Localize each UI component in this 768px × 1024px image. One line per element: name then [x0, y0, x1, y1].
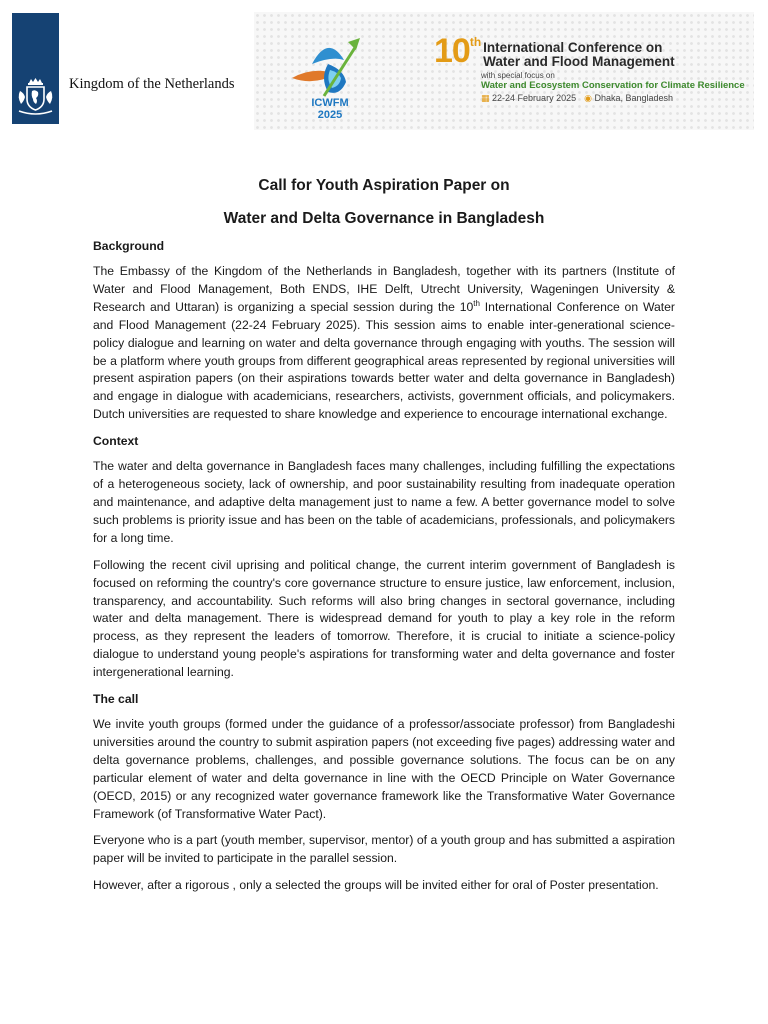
- conference-location: Dhaka, Bangladesh: [594, 93, 674, 103]
- calendar-icon: ▦: [481, 93, 490, 103]
- conference-number: 10: [434, 32, 470, 70]
- conference-focus: Water and Ecosystem Conservation for Climate Resilience: [481, 80, 745, 91]
- conference-dates: 22-24 February 2025: [492, 93, 577, 103]
- conference-info: [434, 32, 745, 104]
- conference-meta: [481, 92, 745, 104]
- document-body: [93, 176, 675, 904]
- location-pin-icon: ◉: [584, 93, 592, 103]
- background-paragraph: [93, 263, 675, 424]
- icwfm-logo-icon: [284, 26, 374, 121]
- conference-focus-label: with special focus on: [481, 71, 555, 80]
- call-paragraph-1: We invite youth groups (formed under the guidance of a professor/associate professor) from Bangladeshi universities around the country to submit aspiration papers (not exceeding five pages) addressing water and delta governance problems, challenges, and possible governance solutions. The focus can be on any particular element of water and delta governance in line with the OECD Principle on Water Governance (OECD, 2015) or any recognized water governance framework like the Transformative Water Governance Framework (of Transformative Water Pact).: [93, 717, 675, 821]
- background-text-part1: The Embassy of the Kingdom of the Netherlands in Bangladesh, together with its partners (Institute of Water and Flood Management, Both ENDS, IHE Delft, Utrecht University, Wageningen University & Research and Uttaran) is organizing a special session during the 10: [93, 264, 675, 314]
- icwfm-logo-text: ICWFM: [311, 97, 349, 109]
- context-paragraph-1: The water and delta governance in Bangladesh faces many challenges, including fulfilling the expectations of a heterogeneous society, lack of ownership, and poor sustainability resulting from inadequate operation and maintenance, and adaptive delta management just to name a few. A better governance model to solve such problems is priority issue and has been on the table of academicians, professionals, and policymakers for a long time.: [93, 459, 675, 545]
- call-heading: The call: [93, 692, 139, 707]
- document-title-line1: Call for Youth Aspiration Paper on: [258, 177, 510, 194]
- conference-dates-item: [481, 92, 576, 104]
- call-paragraph-3: However, after a rigorous , only a selected the groups will be invited either for oral of Poster presentation.: [93, 878, 659, 893]
- conference-title-line1: International Conference on: [483, 40, 663, 55]
- icwfm-logo-year: 2025: [317, 109, 343, 121]
- background-heading: Background: [93, 239, 165, 253]
- conference-title: [483, 41, 675, 69]
- call-paragraph-2: Everyone who is a part (youth member, supervisor, mentor) of a youth group and has submitted a aspiration paper will be invited to participate in the parallel session.: [93, 833, 675, 866]
- country-name: Kingdom of the Netherlands: [69, 76, 235, 92]
- conference-location-item: [584, 92, 673, 104]
- lion-coat-of-arms-icon: [15, 77, 56, 117]
- context-paragraph-2: Following the recent civil uprising and political change, the current interim government of Bangladesh is focused on reforming the country's core governance structure to ensure justice, law enforcement, inclusion, transparency, and accountability. Such reforms will also bring changes in sectoral governance, including water and delta management. There is widespread demand for youth to play a key role in the reform process, as they represent the leaders of tomorrow. Therefore, it is crucial to initiate a science-policy dialogue to understand young people's aspirations for transforming water and delta governance and foster intergenerational learning.: [93, 557, 675, 680]
- background-text-part2: International Conference on Water and Flood Management (22-24 February 2025). This session aims to enable inter-generational science-policy dialogue and learning on water and delta governance through engaging with youths. The session will be a platform where youth groups from different geographical areas represented by regional universities will present aspiration papers (on their aspirations towards better water and delta governance in Bangladesh) and engage in dialogue with academicians, researchers, activists, government officials, and policymakers. Dutch universities are requested to share knowledge and experience to encourage international exchange.: [93, 299, 675, 422]
- conference-banner: [254, 12, 754, 130]
- ordinal-suffix: th: [473, 298, 480, 308]
- netherlands-crest: [12, 13, 59, 124]
- conference-title-line2: Water and Flood Management: [483, 54, 675, 69]
- conference-number-suffix: th: [469, 35, 482, 49]
- document-title-line2: Water and Delta Governance in Bangladesh: [223, 210, 545, 227]
- context-heading: Context: [93, 434, 139, 449]
